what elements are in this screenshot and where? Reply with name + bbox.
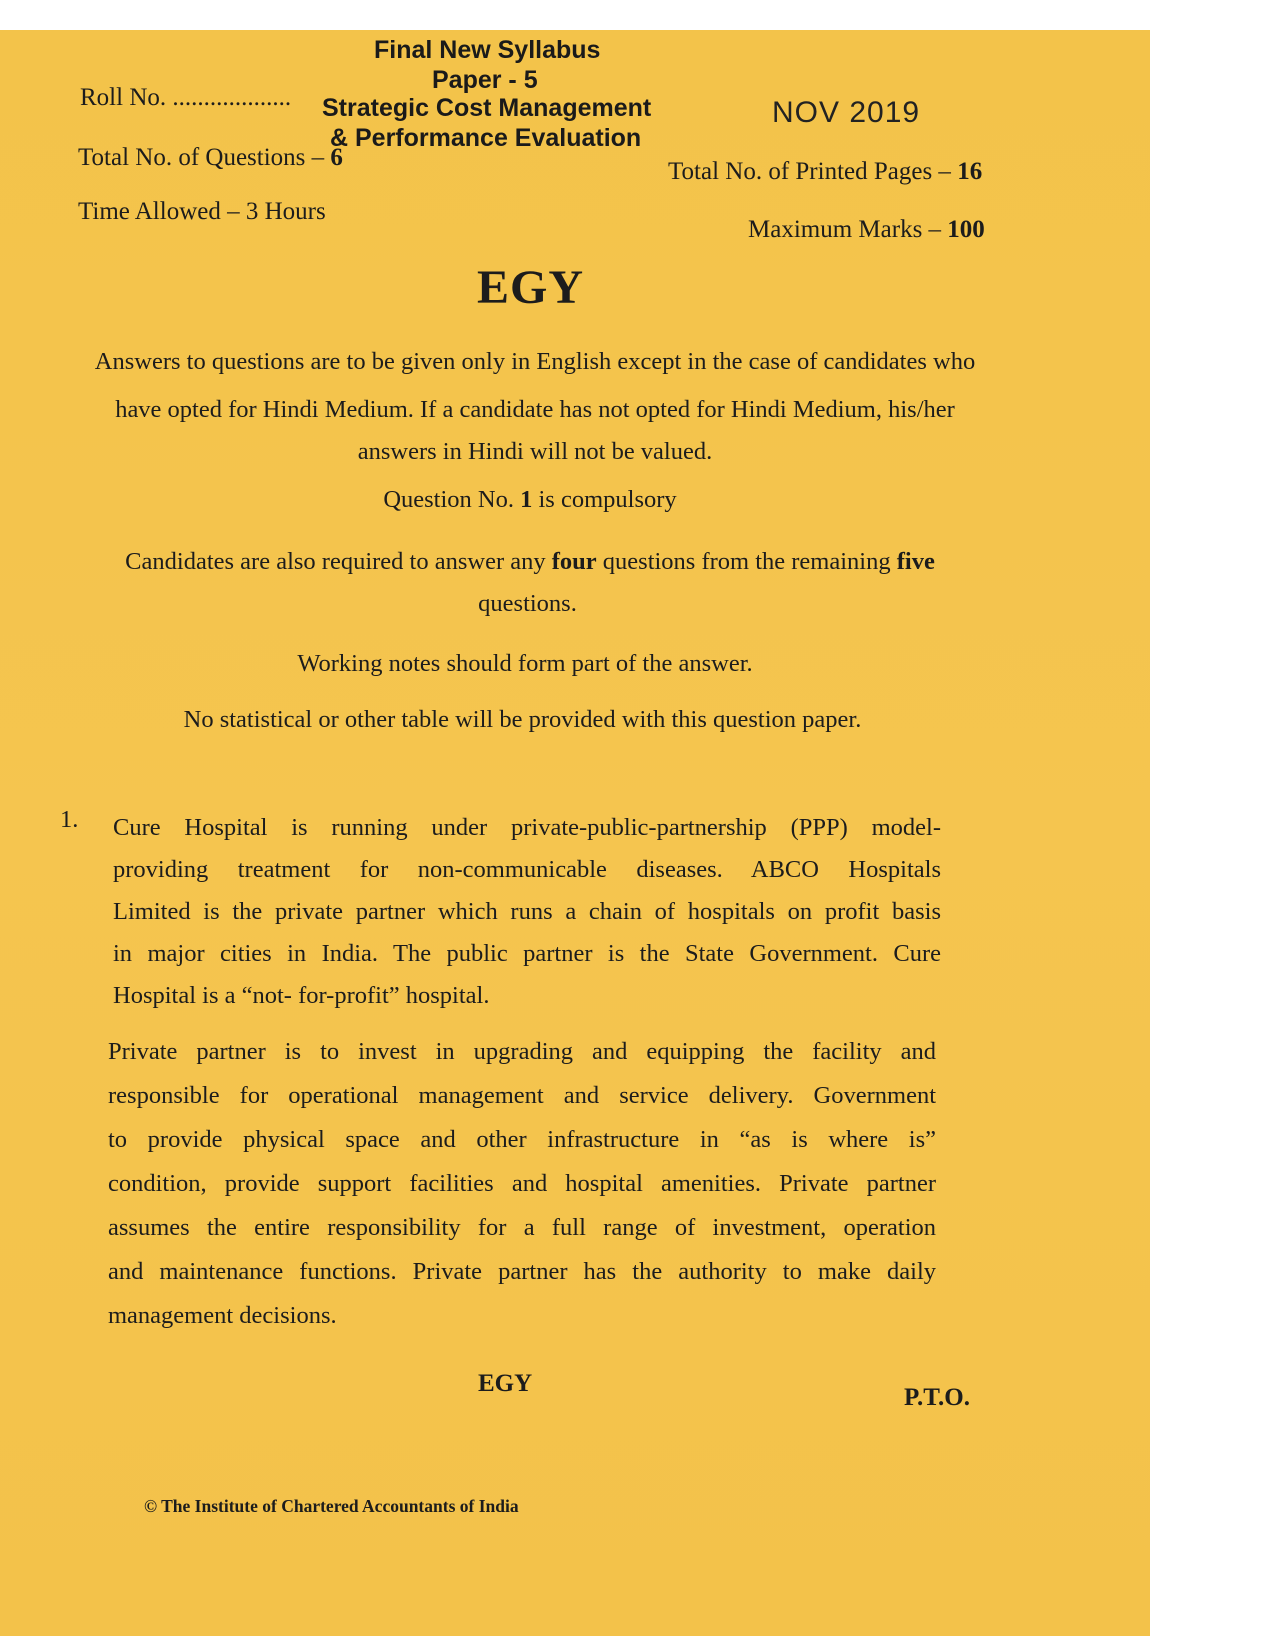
- max-marks-label: Maximum Marks –: [748, 216, 948, 243]
- instruction-line-1: Answers to questions are to be given only in English except in the case of candidates who: [94, 348, 976, 375]
- subject-line-2: & Performance Evaluation: [330, 124, 642, 152]
- answer-instruction: [0, 548, 1060, 576]
- max-marks-value: 100: [947, 216, 985, 243]
- exam-paper-page: [0, 30, 1150, 1636]
- paper-number-stamp: Paper - 5: [432, 66, 538, 94]
- q1-p2-line-4: condition, provide support facilities and hospital amenities. Private partner: [108, 1170, 936, 1197]
- question-1-paragraph-1: [113, 814, 941, 1010]
- q1-p2-line-7: management decisions.: [108, 1302, 337, 1329]
- answer-four: four: [551, 548, 597, 575]
- printed-pages-value: 16: [957, 158, 983, 185]
- total-questions-value: 6: [330, 144, 343, 171]
- q1-p1-line-2: providing treatment for non-communicable diseases. ABCO Hospitals: [113, 856, 941, 883]
- question-1-number: 1.: [60, 806, 79, 833]
- roll-number-field: Roll No. ...................: [80, 84, 292, 111]
- question-1-paragraph-2: [108, 1038, 936, 1330]
- q1-p2-line-6: and maintenance functions. Private partner has the authority to make daily: [108, 1258, 936, 1285]
- working-notes-instruction: Working notes should form part of the answer.: [297, 650, 753, 677]
- answer-mid: questions from the remaining: [596, 548, 897, 575]
- footer-paper-code: EGY: [478, 1370, 533, 1397]
- compulsory-instruction: [0, 486, 1060, 514]
- q1-p1-line-1: Cure Hospital is running under private-public-partnership (PPP) model-: [113, 814, 941, 841]
- compulsory-number: 1: [520, 486, 533, 513]
- subject-line-1: Strategic Cost Management: [322, 94, 652, 122]
- time-allowed-label: Time Allowed –: [78, 198, 246, 225]
- q1-p1-line-4: in major cities in India. The public partner is the State Government. Cure: [113, 940, 941, 967]
- answer-pre: Candidates are also required to answer any: [125, 548, 552, 575]
- pto-marker: P.T.O.: [904, 1384, 970, 1411]
- no-table-instruction: No statistical or other table will be provided with this question paper.: [183, 706, 862, 733]
- instruction-line-3: answers in Hindi will not be valued.: [357, 438, 713, 465]
- printed-pages-label: Total No. of Printed Pages –: [668, 158, 958, 185]
- maximum-marks: [748, 216, 985, 244]
- total-questions: [78, 144, 343, 172]
- q1-p2-line-5: assumes the entire responsibility for a full range of investment, operation: [108, 1214, 936, 1241]
- q1-p1-line-3: Limited is the private partner which runs a chain of hospitals on profit basis: [113, 898, 941, 925]
- q1-p2-line-1: Private partner is to invest in upgrading and equipping the facility and: [108, 1038, 936, 1065]
- q1-p2-line-2: responsible for operational management and service delivery. Government: [108, 1082, 936, 1109]
- time-allowed-value: 3 Hours: [245, 198, 326, 225]
- paper-code-title: EGY: [477, 261, 585, 314]
- q1-p1-line-5: Hospital is a “not- for-profit” hospital.: [113, 982, 490, 1009]
- syllabus-stamp: Final New Syllabus: [374, 36, 601, 64]
- q1-p2-line-3: to provide physical space and other infrastructure in “as is where is”: [108, 1126, 936, 1153]
- answer-instruction-line-2: questions.: [478, 590, 577, 617]
- time-allowed: [78, 198, 326, 226]
- answer-five: five: [896, 548, 935, 575]
- compulsory-pre: Question No.: [383, 486, 521, 513]
- copyright-notice: © The Institute of Chartered Accountants of India: [144, 1496, 519, 1516]
- total-questions-label: Total No. of Questions –: [78, 144, 331, 171]
- exam-date-stamp: NOV 2019: [772, 96, 921, 129]
- printed-pages: [668, 158, 982, 186]
- compulsory-post: is compulsory: [532, 486, 677, 513]
- instruction-line-2: have opted for Hindi Medium. If a candidate has not opted for Hindi Medium, his/her: [115, 396, 955, 423]
